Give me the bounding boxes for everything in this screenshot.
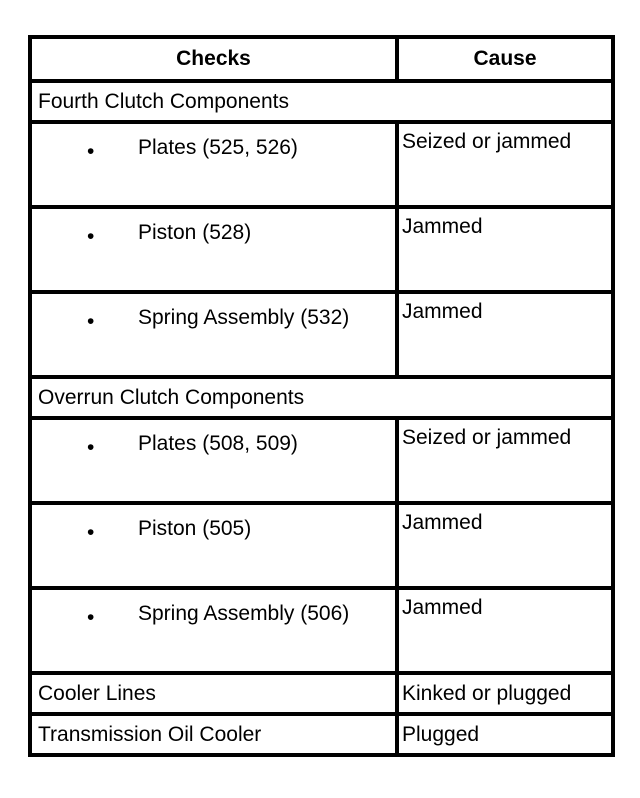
section-title: Fourth Clutch Components	[30, 81, 613, 122]
check-cell: Cooler Lines	[30, 673, 397, 714]
table-row	[30, 714, 613, 755]
check-label: Plates (525, 526)	[138, 136, 298, 159]
table-row	[30, 503, 613, 588]
cause-cell: Jammed	[397, 503, 613, 588]
table-row	[30, 673, 613, 714]
section-row-overrun-clutch	[30, 377, 613, 418]
cause-cell: Jammed	[397, 207, 613, 292]
check-cell	[30, 292, 397, 377]
check-cell	[30, 503, 397, 588]
table-row	[30, 292, 613, 377]
section-row-fourth-clutch	[30, 81, 613, 122]
check-label: Plates (508, 509)	[138, 432, 298, 455]
cause-cell: Plugged	[397, 714, 613, 755]
check-label: Spring Assembly (532)	[138, 306, 350, 329]
check-label: Piston (528)	[138, 221, 252, 244]
cause-cell: Seized or jammed	[397, 122, 613, 207]
table-row	[30, 418, 613, 503]
bullet-icon: •	[87, 225, 95, 248]
check-cell	[30, 418, 397, 503]
bullet-icon: •	[87, 436, 95, 459]
header-row	[30, 37, 613, 81]
cause-cell: Jammed	[397, 292, 613, 377]
cause-cell: Jammed	[397, 588, 613, 673]
bullet-icon: •	[87, 606, 95, 629]
table-row	[30, 122, 613, 207]
bullet-icon: •	[87, 521, 95, 544]
bullet-icon: •	[87, 140, 95, 163]
bullet-icon: •	[87, 310, 95, 333]
check-cell	[30, 207, 397, 292]
checks-cause-table	[28, 35, 615, 757]
section-title: Overrun Clutch Components	[30, 377, 613, 418]
table-row	[30, 207, 613, 292]
check-cell	[30, 588, 397, 673]
cause-column-header: Cause	[397, 37, 613, 81]
cause-cell: Seized or jammed	[397, 418, 613, 503]
check-cell: Transmission Oil Cooler	[30, 714, 397, 755]
table-row	[30, 588, 613, 673]
check-label: Spring Assembly (506)	[138, 602, 350, 625]
check-label: Piston (505)	[138, 517, 252, 540]
cause-cell: Kinked or plugged	[397, 673, 613, 714]
check-cell	[30, 122, 397, 207]
checks-column-header: Checks	[30, 37, 397, 81]
